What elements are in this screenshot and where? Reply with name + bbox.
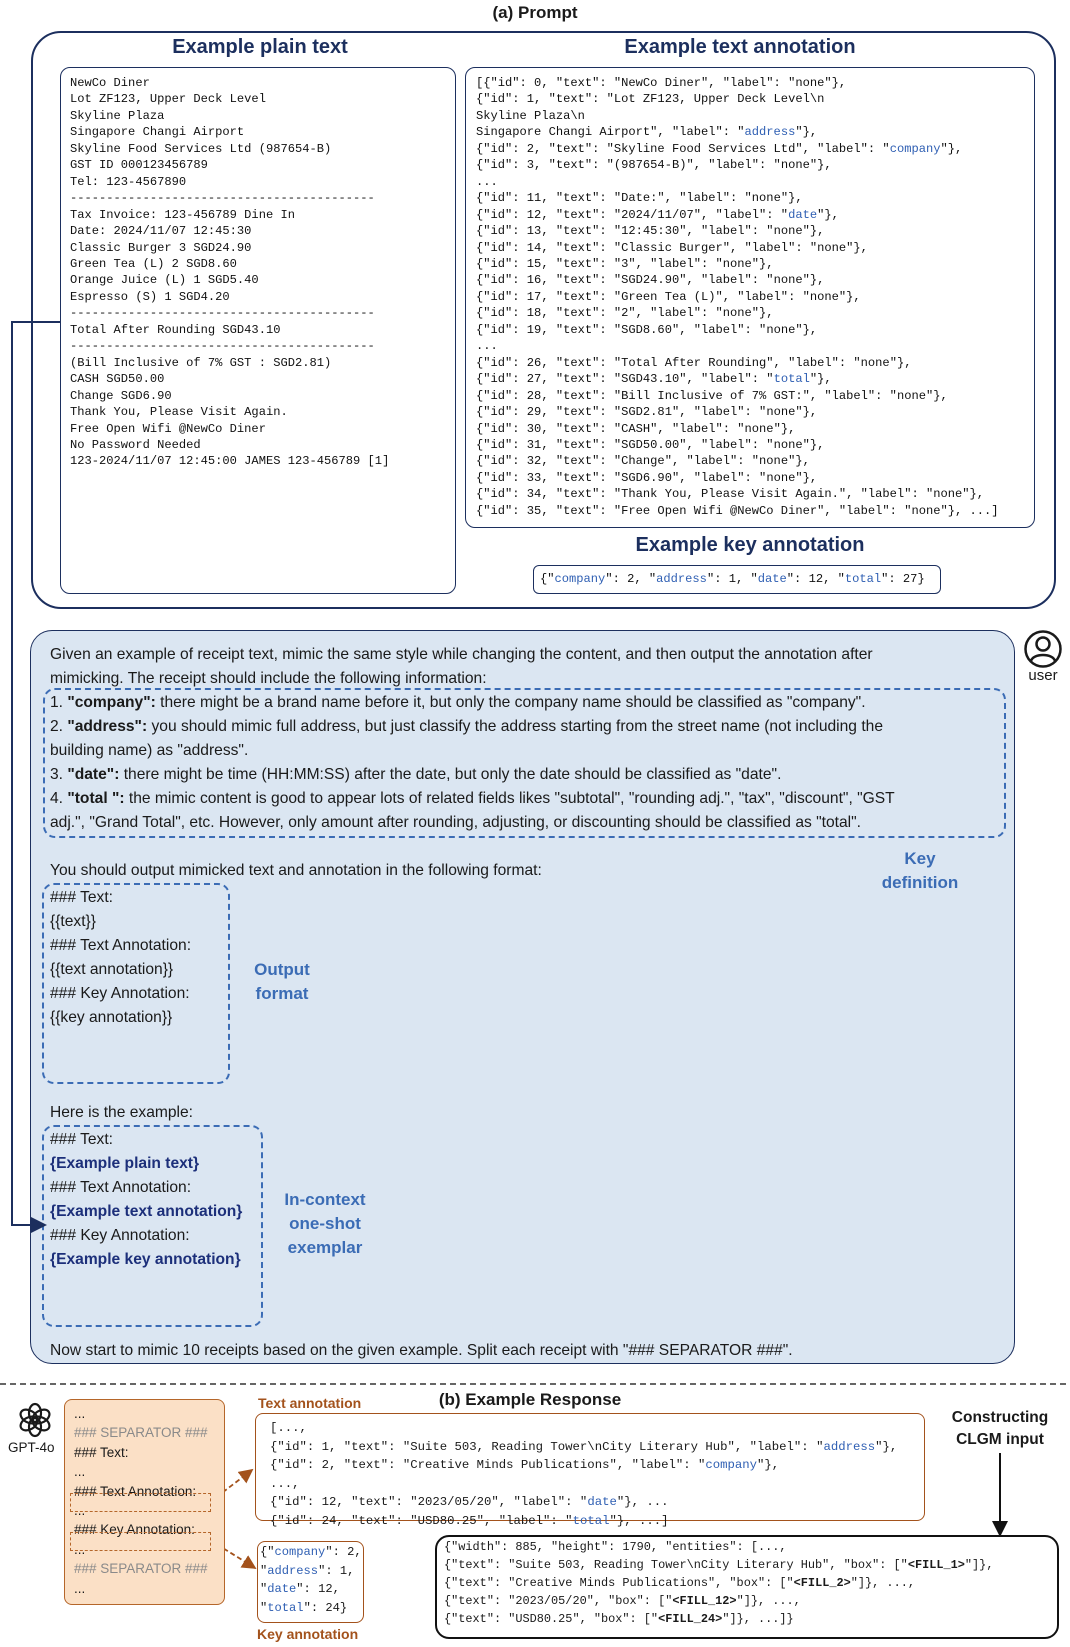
- section-a-title: (a) Prompt: [492, 3, 578, 22]
- key-text: {": [540, 572, 555, 586]
- annotation-label: address: [744, 125, 796, 140]
- annotation-label: none: [911, 503, 941, 518]
- receipt-line: Tax Invoice: 123-456789 Dine In: [70, 207, 295, 222]
- key-number: 3.: [50, 766, 68, 783]
- annotation-text: {"id": 29, "text": "SGD2.81", "label": ": [476, 405, 767, 420]
- resp-text-line: [270, 1438, 897, 1457]
- clgm-label: [935, 1407, 1065, 1451]
- resp-key-line-text: ": [260, 1600, 268, 1615]
- annotation-label: none: [744, 421, 774, 436]
- output-format-line: ### Text:: [50, 889, 113, 906]
- annotation-label: none: [751, 191, 781, 206]
- text-annotation-label: Text annotation: [258, 1395, 362, 1411]
- receipt-line: CASH SGD50.00: [70, 372, 165, 387]
- receipt-line: Thank You, Please Visit Again.: [70, 405, 288, 420]
- annotation-text: {"id": 34, "text": "Thank You, Please Visit Again.", "label": ": [476, 487, 934, 502]
- receipt-line: Green Tea (L) 2 SGD8.60: [70, 256, 237, 271]
- annotation-text: {"id": 1, "text": "Lot ZF123, Upper Deck Level\n: [476, 92, 825, 107]
- receipt-line: Espresso (S) 1 SGD4.20: [70, 289, 230, 304]
- annotation-label: none: [766, 405, 796, 420]
- receipt-line: Skyline Plaza: [70, 108, 165, 123]
- resp-text-line-text: {"id": 12, "text": "2023/05/20", "label": ": [270, 1495, 588, 1509]
- annotation-label: none: [795, 76, 825, 90]
- key-text: ": 1, ": [706, 572, 758, 586]
- annotation-label: company: [889, 141, 941, 156]
- resp-text-line-text: {"id": 2, "text": "Creative Minds Publications", "label": ": [270, 1458, 706, 1472]
- annotation-text: Singapore Changi Airport", "label": ": [476, 125, 745, 140]
- key-term: "company":: [67, 694, 156, 711]
- clgm-input-code: [444, 1538, 993, 1628]
- resp-key-line-text: {": [260, 1545, 275, 1559]
- key-text: ": 2, ": [605, 572, 657, 586]
- key-term: "date":: [67, 766, 120, 783]
- output-format-line: {{text}}: [50, 913, 96, 930]
- receipt-line: Date: 2024/11/07 12:45:30: [70, 224, 252, 239]
- annotation-text: "},: [795, 322, 818, 337]
- resp-key-line-text: ": 12,: [296, 1582, 340, 1596]
- annotation-label: none: [933, 487, 963, 502]
- exemplar-line: ### Key Annotation:: [50, 1227, 190, 1244]
- receipt-line: Classic Burger 3 SGD24.90: [70, 240, 252, 255]
- resp-text-line-text: "},: [757, 1458, 780, 1472]
- example-intro: Here is the example:: [50, 1104, 194, 1121]
- annotation-text: {"id": 32, "text": "Change", "label": ": [476, 454, 760, 469]
- response-line: ...: [74, 1406, 86, 1421]
- annotation-text: {"id": 16, "text": "SGD24.90", "label": ": [476, 273, 774, 288]
- clgm-line: [444, 1592, 993, 1610]
- resp-text-line-text: ...,: [270, 1476, 300, 1491]
- section-b-title: (b) Example Response: [438, 1390, 622, 1409]
- receipt-line: No Password Needed: [70, 437, 201, 452]
- response-line: ### Text Annotation:: [74, 1483, 197, 1499]
- resp-text-line-text: "}, ...]: [609, 1513, 669, 1528]
- annotation-text: {"id": 27, "text": "SGD43.10", "label": ": [476, 372, 774, 387]
- annotation-label: none: [766, 470, 796, 485]
- clgm-line-text: "]}, ...]}: [722, 1612, 794, 1626]
- response-line: ### SEPARATOR ###: [74, 1561, 208, 1577]
- resp-text-line-text: {"id": 24, "text": "USD80.25", "label": ": [270, 1513, 573, 1528]
- key-number: 2.: [50, 718, 68, 735]
- clgm-line: [444, 1574, 993, 1592]
- key-description: building name) as "address".: [50, 742, 249, 759]
- clgm-line-text: "]},: [964, 1558, 994, 1572]
- annotation-label: none: [766, 322, 796, 337]
- example-text-annotation-title: Example text annotation: [624, 36, 856, 58]
- resp-key-line: [260, 1543, 362, 1562]
- clgm-line-text: {"text": "Creative Minds Publications", "box": [": [444, 1576, 794, 1590]
- response-line: ...: [74, 1503, 86, 1519]
- annotation-text: {"id": 28, "text": "Bill Inclusive of 7% GST:", "label": ": [476, 388, 897, 403]
- resp-text-line: [270, 1493, 897, 1512]
- response-line: ...: [74, 1541, 86, 1557]
- resp-text-line: [270, 1475, 897, 1494]
- key-text: ": 27}: [881, 572, 925, 586]
- key-term: "total ":: [67, 790, 125, 807]
- exemplar-line: ### Text Annotation:: [50, 1179, 192, 1196]
- resp-key-line-label: total: [267, 1600, 304, 1615]
- annotation-text: ...: [476, 174, 498, 189]
- closing-instruction: Now start to mimic 10 receipts based on the given example. Split each receipt with "### SEPARATOR ###".: [50, 1342, 793, 1359]
- output-format-line: {{text annotation}}: [50, 961, 174, 978]
- annotation-text: {"id": 14, "text": "Classic Burger", "label": ": [476, 240, 818, 255]
- annotation-label: none: [809, 289, 839, 304]
- key-text: ": 12, ": [786, 572, 845, 586]
- clgm-line: [444, 1538, 993, 1556]
- annotation-text: {"id": 18, "text": "2", "label": ": [476, 306, 723, 321]
- resp-key-line-label: company: [274, 1545, 326, 1559]
- resp-key-line-label: date: [267, 1582, 297, 1596]
- response-line: ### Key Annotation:: [74, 1522, 195, 1538]
- key-description: the mimic content is good to appear lots of related fields likes "subtotal", "rounding adj.", "tax", "discount", "GST: [124, 790, 895, 807]
- resp-text-line: [270, 1512, 897, 1531]
- output-format-line: ### Text Annotation:: [50, 937, 192, 954]
- exemplar-line: {Example plain text}: [50, 1155, 200, 1172]
- key-definition-label-2: definition: [881, 873, 959, 892]
- receipt-line: Tel: 123-4567890: [70, 174, 187, 189]
- user-label: user: [1028, 667, 1058, 684]
- exemplar-label-2: one-shot: [289, 1214, 361, 1233]
- receipt-line: GST ID 000123456789: [70, 158, 208, 173]
- annotation-text: {"id": 35, "text": "Free Open Wifi @NewCo Diner", "label": ": [476, 503, 912, 518]
- annotation-text: ...: [476, 339, 498, 354]
- resp-key-line-text: ": 2,: [325, 1545, 362, 1559]
- clgm-line: [444, 1610, 993, 1628]
- annotation-text: "},: [809, 372, 832, 387]
- receipt-line: NewCo Diner: [70, 76, 150, 90]
- key-number: 4.: [50, 790, 68, 807]
- resp-key-line-text: ": 1,: [318, 1563, 355, 1578]
- resp-key-annotation-code: [260, 1543, 362, 1617]
- clgm-line-text: "]}, ...,: [736, 1594, 801, 1608]
- exemplar-label-3: exemplar: [287, 1238, 363, 1257]
- resp-text-line-text: [...,: [270, 1421, 307, 1435]
- response-line: ### SEPARATOR ###: [74, 1425, 208, 1441]
- key-number: 1.: [50, 694, 68, 711]
- annotation-text: "},: [795, 125, 818, 140]
- annotation-label: none: [722, 256, 752, 271]
- annotation-text: "},: [925, 388, 948, 403]
- key-description: adj.", "Grand Total", etc. However, only amount after rounding, adjusting, or discounting should be classified as "total".: [50, 814, 861, 831]
- annotation-text: {"id": 15, "text": "3", "label": ": [476, 256, 723, 271]
- annotation-text: "},: [751, 306, 774, 321]
- annotation-text: "},: [795, 470, 818, 485]
- receipt-line: ------------------------------------------: [70, 339, 375, 354]
- key-name: address: [656, 572, 707, 586]
- annotation-text: "},: [780, 191, 803, 206]
- annotation-text: "},: [802, 224, 825, 239]
- annotation-label: none: [896, 388, 926, 403]
- annotation-text: "},: [824, 76, 847, 90]
- annotation-text: "},: [838, 289, 861, 304]
- annotation-text: {"id": 33, "text": "SGD6.90", "label": ": [476, 470, 767, 485]
- annotation-text: "},: [802, 273, 825, 288]
- clgm-line-text: {"text": "Suite 503, Reading Tower\nCity Literary Hub", "box": [": [444, 1558, 908, 1572]
- annotation-text: "},: [788, 454, 810, 469]
- response-line: ...: [74, 1580, 86, 1596]
- annotation-text: "},: [817, 207, 839, 222]
- resp-text-line-label: total: [572, 1513, 610, 1528]
- annotation-text: {"id": 26, "text": "Total After Rounding", "label": ": [476, 355, 861, 370]
- annotation-text: {"id": 30, "text": "CASH", "label": ": [476, 421, 745, 436]
- exemplar-connector-arrow: [12, 322, 60, 1225]
- clgm-line-text: "]}, ...,: [850, 1576, 915, 1590]
- clgm-line-text: {"text": "USD80.25", "box": [": [444, 1612, 659, 1626]
- resp-key-line-label: address: [267, 1563, 319, 1578]
- output-intro: You should output mimicked text and annotation in the following format:: [50, 862, 542, 879]
- annotation-text: "},: [751, 256, 774, 271]
- annotation-text: "},: [802, 437, 825, 452]
- resp-text-line: [270, 1456, 897, 1475]
- resp-key-line: [260, 1599, 362, 1618]
- annotation-text: {"id": 12, "text": "2024/11/07", "label": ": [476, 207, 789, 222]
- resp-key-line-text: ": 24}: [303, 1600, 348, 1615]
- receipt-line: Singapore Changi Airport: [70, 125, 245, 140]
- annotation-label: none: [759, 454, 789, 469]
- annotation-text: "},: [795, 405, 818, 420]
- receipt-line: Orange Juice (L) 1 SGD5.40: [70, 273, 259, 288]
- receipt-line: Lot ZF123, Upper Deck Level: [70, 92, 266, 107]
- annotation-text: [{"id": 0, "text": "NewCo Diner", "label": ": [476, 76, 796, 90]
- clgm-line-fill: <FILL_1>: [907, 1558, 965, 1572]
- annotation-text: {"id": 11, "text": "Date:", "label": ": [476, 191, 752, 206]
- output-format-label-1: Output: [254, 960, 310, 979]
- clgm-label-1: Constructing: [951, 1409, 1049, 1426]
- output-format-line: {{key annotation}}: [50, 1009, 173, 1026]
- example-key-annotation-title: Example key annotation: [635, 534, 865, 556]
- output-format-line: ### Key Annotation:: [50, 985, 190, 1002]
- annotation-text: Skyline Plaza\n: [476, 108, 585, 123]
- annotation-text: "},: [889, 355, 912, 370]
- clgm-label-2: CLGM input: [956, 1431, 1044, 1448]
- resp-text-annotation-code: [270, 1419, 897, 1530]
- annotation-label: none: [817, 240, 847, 255]
- gpt-label: GPT-4o: [8, 1440, 55, 1455]
- receipt-line: Change SGD6.90: [70, 388, 172, 403]
- output-format-label-2: format: [255, 984, 309, 1003]
- annotation-label: none: [860, 355, 890, 370]
- resp-key-line-text: ": [260, 1563, 268, 1578]
- annotation-label: none: [780, 158, 810, 173]
- annotation-text: "}, ...]: [940, 503, 999, 518]
- key-term: "address":: [67, 718, 148, 735]
- annotation-label: none: [773, 437, 803, 452]
- response-line: ### Text:: [74, 1444, 129, 1460]
- resp-key-line-text: ": [260, 1582, 268, 1596]
- receipt-line: ------------------------------------------: [70, 306, 375, 321]
- key-name: company: [554, 572, 606, 586]
- receipt-line: Skyline Food Services Ltd (987654-B): [70, 141, 332, 156]
- annotation-label: none: [773, 273, 803, 288]
- resp-text-line: [270, 1419, 897, 1438]
- clgm-line-fill: <FILL_24>: [658, 1612, 723, 1626]
- text-annotation-highlight: [70, 1493, 211, 1512]
- resp-text-line-label: date: [587, 1495, 617, 1509]
- annotation-text: {"id": 17, "text": "Green Tea (L)", "label": ": [476, 289, 810, 304]
- receipt-line: Free Open Wifi @NewCo Diner: [70, 421, 266, 436]
- annotation-text: {"id": 31, "text": "SGD50.00", "label": ": [476, 437, 774, 452]
- resp-text-line-label: address: [823, 1439, 876, 1454]
- receipt-line: ------------------------------------------: [70, 191, 375, 206]
- response-line: ...: [74, 1464, 86, 1480]
- resp-text-line-label: company: [705, 1458, 758, 1472]
- annotation-text: {"id": 13, "text": "12:45:30", "label": ": [476, 224, 774, 239]
- exemplar-line: {Example text annotation}: [50, 1203, 243, 1220]
- receipt-line: (Bill Inclusive of 7% GST : SGD2.81): [70, 355, 332, 370]
- clgm-line-fill: <FILL_12>: [672, 1594, 737, 1608]
- key-description: you should mimic full address, but just classify the address starting from the street name (not including the: [147, 718, 883, 735]
- clgm-line-text: {"width": 885, "height": 1790, "entities": [...,: [444, 1540, 787, 1554]
- annotation-text: "},: [773, 421, 796, 436]
- annotation-text: "},: [940, 141, 963, 156]
- resp-text-line-text: "},: [875, 1439, 898, 1454]
- clgm-line: [444, 1556, 993, 1574]
- annotation-text: "},: [846, 240, 868, 255]
- receipt-line: 123-2024/11/07 12:45:00 JAMES 123-456789 [1]: [70, 454, 390, 469]
- key-definition-label-1: Key: [904, 849, 936, 868]
- annotation-text: {"id": 19, "text": "SGD8.60", "label": ": [476, 322, 767, 337]
- clgm-line-fill: <FILL_2>: [793, 1576, 851, 1590]
- resp-text-line-text: "}, ...: [616, 1495, 669, 1509]
- exemplar-line: {Example key annotation}: [50, 1251, 241, 1268]
- key-description: there might be a brand name before it, but only the company name should be classified as "company".: [155, 694, 866, 711]
- annotation-label: total: [773, 372, 810, 387]
- resp-text-line-text: {"id": 1, "text": "Suite 503, Reading Tower\nCity Literary Hub", "label": ": [270, 1439, 824, 1454]
- annotation-label: none: [722, 306, 752, 321]
- resp-key-line: [260, 1562, 362, 1581]
- prompt-intro-line-1: Given an example of receipt text, mimic the same style while changing the content, and then output the annotation after: [50, 646, 873, 663]
- key-annotation-label: Key annotation: [257, 1626, 359, 1642]
- key-description: there might be time (HH:MM:SS) after the date, but only the date should be classified as "date".: [119, 766, 782, 783]
- key-name: date: [757, 572, 787, 586]
- key-name: total: [844, 572, 882, 586]
- resp-key-line: [260, 1580, 362, 1599]
- annotation-label: date: [788, 207, 818, 222]
- annotation-text: {"id": 2, "text": "Skyline Food Services Ltd", "label": ": [476, 141, 890, 156]
- example-plain-text-title: Example plain text: [172, 36, 348, 58]
- exemplar-label-1: In-context: [284, 1190, 366, 1209]
- clgm-line-text: {"text": "2023/05/20", "box": [": [444, 1594, 673, 1608]
- annotation-text: "},: [962, 487, 985, 502]
- exemplar-line: ### Text:: [50, 1131, 113, 1148]
- openai-icon: [16, 1401, 54, 1439]
- annotation-text: {"id": 3, "text": "(987654-B)", "label": ": [476, 158, 781, 173]
- annotation-label: none: [773, 224, 803, 239]
- prompt-intro-line-2: mimicking. The receipt should include the following information:: [50, 670, 487, 687]
- annotation-text: "},: [809, 158, 832, 173]
- key-annotation-highlight: [70, 1532, 211, 1551]
- receipt-line: Total After Rounding SGD43.10: [70, 322, 281, 337]
